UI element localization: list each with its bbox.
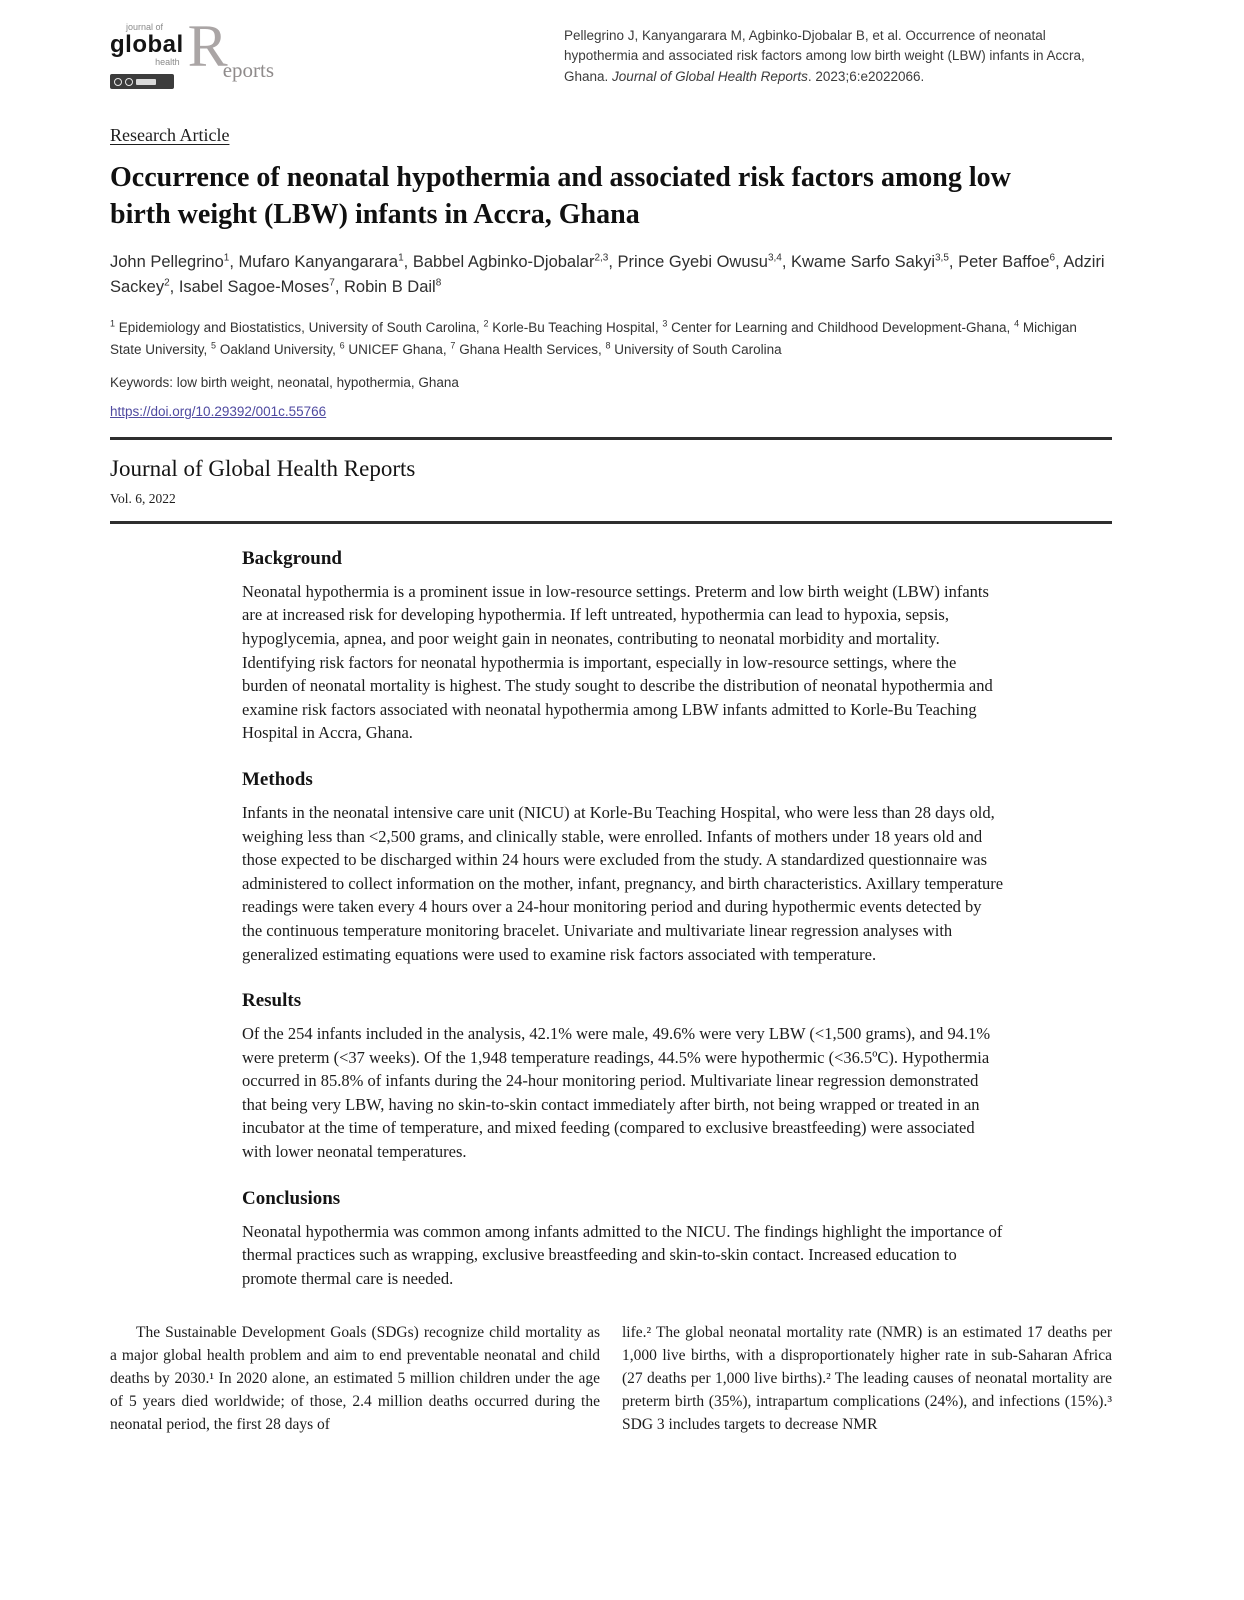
logo-global-text: global xyxy=(110,31,184,58)
badge-bar-icon xyxy=(136,79,156,85)
abstract-section-text: Neonatal hypothermia is a prominent issue in low-resource settings. Preterm and low birth weight (LBW) infants are at increased risk for developing hypothermia. If left untreated, hypothermia can lead to hypoxia, sepsis, hypoglycemia, apnea, and poor weight gain in neonates, contributing to neonatal morbidity and mortality. Identifying risk factors for neonatal hypothermia is important, especially in low-resource settings, where the burden of neonatal mortality is highest. The study sought to describe the distribution of neonatal hypothermia and examine risk factors associated with neonatal hypothermia among LBW infants admitted to Korle-Bu Teaching Hospital in Accra, Ghana. xyxy=(242,581,993,743)
doi-link[interactable]: https://doi.org/10.29392/001c.55766 xyxy=(110,403,327,419)
abstract-section-text: Neonatal hypothermia was common among infants admitted to the NICU. The findings highlight the importance of thermal practices such as wrapping, exclusive breastfeeding and skin-to-skin contact. Increased education to promote thermal care is needed. xyxy=(242,1221,1003,1288)
author-name: Peter Baffoe xyxy=(958,253,1050,272)
citation-text: Pellegrino J, Kanyangarara M, Agbinko-Djobalar B, et al. Occurrence of neonatal hypothermia and associated risk factors among low birth weight (LBW) infants in Accra, Ghana. xyxy=(564,28,1085,84)
abstract-section xyxy=(242,769,1004,966)
author xyxy=(179,278,344,296)
body-paragraph-right: life.² The global neonatal mortality rate (NMR) is an estimated 17 deaths per 1,000 live births, with a disproportionately higher rate in sub-Saharan Africa (27 deaths per 1,000 live births).² The leading causes of neonatal mortality are preterm birth (35%), intrapartum complications (24%), and infections (15%).³ SDG 3 includes targets to decrease NMR xyxy=(622,1324,1112,1433)
author-name: Prince Gyebi Owusu xyxy=(617,253,768,272)
affiliation-text: Oakland University, xyxy=(216,341,340,357)
affiliation-number-superscript: 4 xyxy=(1014,318,1020,329)
open-access-badge-icon xyxy=(110,74,174,89)
author-separator: , xyxy=(229,253,239,272)
affiliation-text: Center for Learning and Childhood Development-Ghana, xyxy=(667,319,1015,335)
abstract-section-heading: Methods xyxy=(242,768,313,790)
affiliation xyxy=(340,342,451,357)
doi-line xyxy=(110,404,1112,419)
author-separator: , xyxy=(334,277,344,296)
affiliation xyxy=(110,320,483,335)
article-title: Occurrence of neonatal hypothermia and associated risk factors among low birth weight (LBW) infants in Accra, Ghana xyxy=(110,162,1011,231)
abstract-section-text: Of the 254 infants included in the analysis, 42.1% were male, 49.6% were very LBW (<1,500 grams), and 94.1% were preterm (<37 weeks). Of the 1,948 temperature readings, 44.5% were hypothermic (<36.5ºC). Hypothermia occurred in 85.8% of infants during the 24-hour monitoring period. Multivariate linear regression demonstrated that being very LBW, having no skin-to-skin contact immediately after birth, not being wrapped or treated in an incubator at the time of temperature, and mixed feeding (compared to exclusive breastfeeding) were associated with lower neonatal temperatures. xyxy=(242,1024,991,1162)
author-separator: , xyxy=(403,253,413,272)
logo-health-text: health xyxy=(155,57,180,68)
cc-circle-icon xyxy=(125,78,133,86)
author xyxy=(413,253,618,271)
affiliation-number-superscript: 3 xyxy=(662,318,668,329)
affiliation-text: UNICEF Ghana, xyxy=(344,341,451,357)
body-column-left xyxy=(110,1322,600,1436)
author-separator: , xyxy=(169,277,179,296)
author-separator: , xyxy=(781,253,792,272)
abstract-section-heading: Results xyxy=(242,990,302,1012)
author-affiliation-superscript: 2,3 xyxy=(594,252,609,264)
affiliation-text: University of South Carolina xyxy=(610,341,782,357)
affiliation xyxy=(606,342,782,357)
author-separator: , xyxy=(608,253,618,272)
abstract-section xyxy=(242,1188,1004,1291)
author xyxy=(618,253,791,271)
author-separator: , xyxy=(1055,253,1064,272)
author xyxy=(238,253,412,271)
author-list xyxy=(110,250,1112,300)
body-paragraph-left: The Sustainable Development Goals (SDGs) recognize child mortality as a major global health problem and aim to end preventable neonatal and child deaths by 2030.¹ In 2020 alone, an estimated 5 million children under the age of 5 years died worldwide; of those, 2.4 million deaths occurred during the neonatal period, the first 28 days of xyxy=(110,1324,600,1433)
author-affiliation-superscript: 6 xyxy=(1049,252,1056,264)
author-affiliation-superscript: 7 xyxy=(329,277,335,289)
author-name: Adziri Sackey xyxy=(110,253,1105,296)
journal-logo xyxy=(110,13,275,89)
affiliation-text: Ghana Health Services, xyxy=(455,341,606,357)
journal-banner-volume: Vol. 6, 2022 xyxy=(110,490,176,506)
author xyxy=(958,253,1063,271)
affiliation-number-superscript: 7 xyxy=(450,340,456,351)
affiliation-number-superscript: 8 xyxy=(605,340,611,351)
affiliation-list xyxy=(110,316,1112,360)
citation xyxy=(564,26,1112,87)
abstract-section xyxy=(242,548,1004,745)
journal-logo-wordmark xyxy=(110,22,184,89)
divider-rule-top xyxy=(110,437,1112,440)
affiliation-number-superscript: 2 xyxy=(483,318,489,329)
author-affiliation-superscript: 1 xyxy=(398,252,404,264)
author-affiliation-superscript: 1 xyxy=(223,252,230,264)
affiliation xyxy=(662,320,1014,335)
abstract-section-heading: Background xyxy=(242,547,342,569)
abstract-section-heading: Conclusions xyxy=(242,1187,341,1209)
author xyxy=(344,278,441,296)
cc-circle-icon xyxy=(114,78,122,86)
author-name: Mufaro Kanyangarara xyxy=(238,253,399,272)
affiliation xyxy=(483,320,662,335)
affiliation-text: Korle-Bu Teaching Hospital, xyxy=(488,319,663,335)
author-affiliation-superscript: 3,5 xyxy=(935,252,949,264)
author-name: Robin B Dail xyxy=(344,277,436,296)
author-affiliation-superscript: 3,4 xyxy=(767,252,782,264)
body-columns xyxy=(110,1322,1112,1436)
divider-rule-bottom xyxy=(110,521,1112,524)
author xyxy=(110,253,238,271)
affiliation-text: Epidemiology and Biostatistics, University of South Carolina, xyxy=(115,319,484,335)
page-header xyxy=(110,13,1112,89)
affiliation-number-superscript: 5 xyxy=(211,340,217,351)
keywords-line: Keywords: low birth weight, neonatal, hypothermia, Ghana xyxy=(110,375,459,391)
logo-journal-of-text: journal of xyxy=(126,22,164,32)
affiliation-number-superscript: 6 xyxy=(339,340,345,351)
author-separator: , xyxy=(948,253,959,272)
logo-big-r: R xyxy=(187,13,228,79)
body-column-right xyxy=(622,1322,1112,1436)
abstract-section xyxy=(242,990,1004,1164)
article-type-label: Research Article xyxy=(110,125,230,146)
author-name: Kwame Sarfo Sakyi xyxy=(791,253,935,272)
abstract-section-text: Infants in the neonatal intensive care unit (NICU) at Korle-Bu Teaching Hospital, who were less than 28 days old, weighing less than <2,500 grams, and clinically stable, were enrolled. Infants of mothers under 18 years old and those expected to be discharged within 24 hours were excluded from the study. A standardized questionnaire was administered to collect information on the mother, infant, pregnancy, and birth characteristics. Axillary temperature readings were taken every 4 hours over a 24-hour monitoring period and during hypothermic events detected by the continuous temperature monitoring bracelet. Univariate and multivariate linear regression analyses with generalized estimating equations were used to examine risk factors associated with temperature. xyxy=(242,802,1004,964)
author-affiliation-superscript: 8 xyxy=(435,277,442,289)
citation-journal-name: Journal of Global Health Reports xyxy=(612,68,808,84)
affiliation xyxy=(211,342,340,357)
author xyxy=(791,253,958,271)
author-name: Babbel Agbinko-Djobalar xyxy=(412,253,595,272)
author-name: Isabel Sagoe-Moses xyxy=(178,277,330,296)
journal-banner-name: Journal of Global Health Reports xyxy=(110,455,416,481)
abstract xyxy=(242,548,1004,1291)
logo-eports-text: eports xyxy=(222,58,275,82)
author-affiliation-superscript: 2 xyxy=(164,277,170,289)
affiliation-text: Michigan State University, xyxy=(110,319,1077,357)
author-name: John Pellegrino xyxy=(110,253,224,272)
affiliation-number-superscript: 1 xyxy=(110,318,116,329)
citation-tail: . 2023;6:e2022066. xyxy=(807,68,925,84)
affiliation xyxy=(450,342,605,357)
